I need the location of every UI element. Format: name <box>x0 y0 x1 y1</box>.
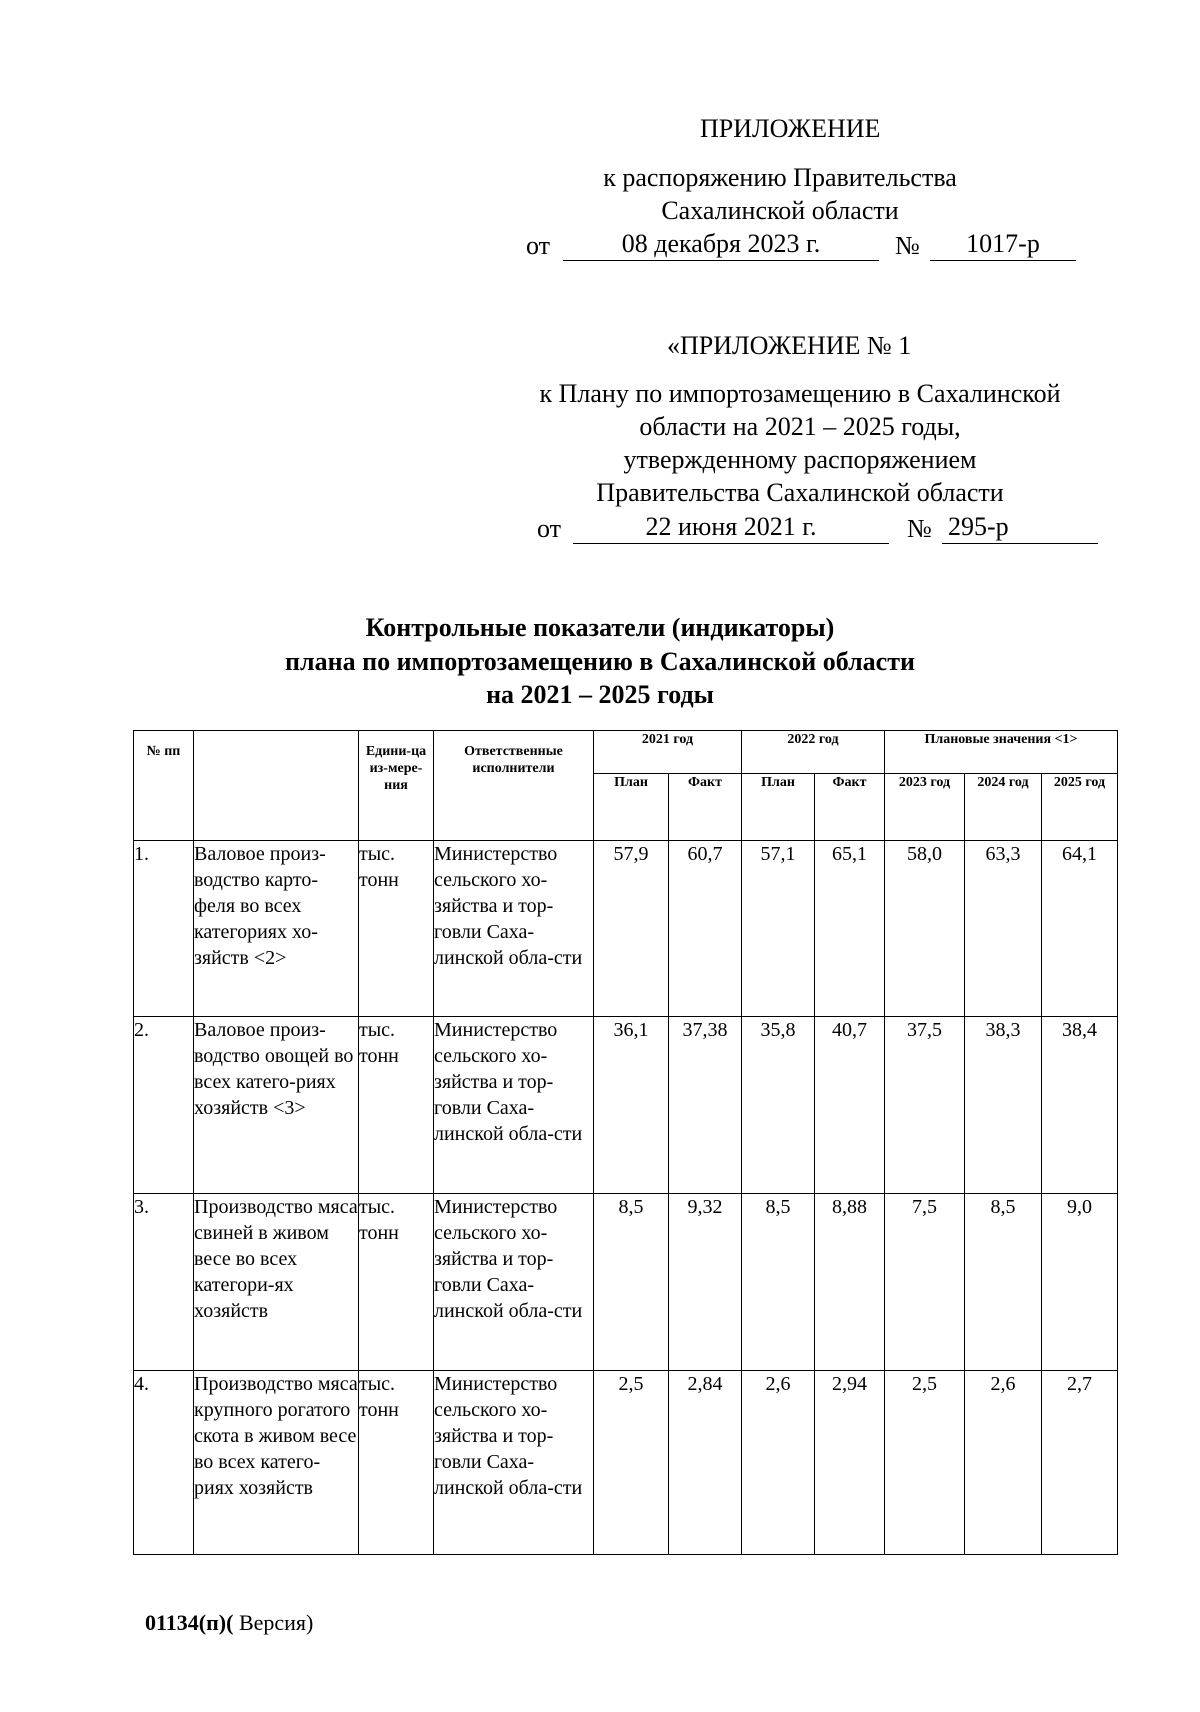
value-2023: 58,0 <box>885 841 965 1017</box>
responsible-cell: Министерство сельского хо-зяйства и тор-говли Саха-линской обла-сти <box>434 1194 594 1371</box>
document-code <box>145 1610 313 1636</box>
value-2022-plan: 35,8 <box>742 1017 815 1194</box>
value-2025: 2,7 <box>1042 1371 1118 1555</box>
plan-ref-line3: утвержденному распоряжением <box>623 445 977 474</box>
value-2022-fact: 2,94 <box>815 1371 885 1555</box>
doc-title-line3: на 2021 – 2025 годы <box>486 680 714 709</box>
value-2021-plan: 36,1 <box>594 1017 669 1194</box>
value-2021-fact: 9,32 <box>669 1194 742 1371</box>
number-label: № <box>895 231 920 260</box>
sub-appendix-heading: «ПРИЛОЖЕНИЕ № 1 <box>667 331 912 360</box>
value-2025: 9,0 <box>1042 1194 1118 1371</box>
plan-date: 22 июня 2021 г. <box>645 512 817 541</box>
value-2021-fact: 37,38 <box>669 1017 742 1194</box>
col-num-header: № пп <box>134 731 194 841</box>
order-ref-line2: Сахалинской области <box>661 196 899 225</box>
indicator-name: Валовое произ-водство овощей во всех катего-риях хозяйств <3> <box>194 1017 359 1194</box>
indicator-name: Валовое произ-водство карто-феля во всех категориях хо-зяйств <2> <box>194 841 359 1017</box>
plan-ref-line2: области на 2021 – 2025 годы, <box>639 412 961 441</box>
unit-cell: тыс. тонн <box>359 841 434 1017</box>
table-row <box>134 841 1118 1017</box>
col-2024-header: 2024 год <box>965 774 1042 841</box>
value-2021-plan: 57,9 <box>594 841 669 1017</box>
doc-title-line2: плана по импортозамещению в Сахалинской области <box>285 647 915 676</box>
value-2022-fact: 40,7 <box>815 1017 885 1194</box>
document-version: Версия) <box>233 1610 314 1635</box>
indicator-name: Производство мяса крупного рогатого скота в живом весе во всех катего-риях хозяйств <box>194 1371 359 1555</box>
order-date: 08 декабря 2023 г. <box>621 229 821 258</box>
value-2022-plan: 57,1 <box>742 841 815 1017</box>
col-2022-header: 2022 год <box>742 731 885 774</box>
table-row <box>134 1194 1118 1371</box>
responsible-cell: Министерство сельского хо-зяйства и тор-говли Саха-линской обла-сти <box>434 841 594 1017</box>
order-number: 1017-р <box>966 229 1040 258</box>
value-2021-plan: 2,5 <box>594 1371 669 1555</box>
value-2023: 37,5 <box>885 1017 965 1194</box>
value-2025: 64,1 <box>1042 841 1118 1017</box>
col-name-header <box>194 731 359 841</box>
sub-number-label: № <box>907 514 932 543</box>
col-unit-header: Едини-ца из-мере-ния <box>359 731 434 841</box>
responsible-cell: Министерство сельского хо-зяйства и тор-говли Саха-линской обла-сти <box>434 1017 594 1194</box>
order-ref-line1: к распоряжению Правительства <box>603 163 957 192</box>
indicators-table <box>133 730 1118 1555</box>
value-2021-fact: 2,84 <box>669 1371 742 1555</box>
sub-from-label: от <box>537 514 562 543</box>
value-2025: 38,4 <box>1042 1017 1118 1194</box>
doc-title-line1: Контрольные показатели (индикаторы) <box>365 613 835 642</box>
unit-cell: тыс. тонн <box>359 1371 434 1555</box>
value-2022-plan: 8,5 <box>742 1194 815 1371</box>
value-2024: 38,3 <box>965 1017 1042 1194</box>
row-index: 1. <box>134 841 194 1017</box>
col-resp-header: Ответственные исполнители <box>434 731 594 841</box>
document-code-number: 01134(п)( <box>145 1610 234 1635</box>
row-index: 3. <box>134 1194 194 1371</box>
table-row <box>134 1017 1118 1194</box>
plan-number: 295-р <box>948 512 1009 541</box>
value-2021-plan: 8,5 <box>594 1194 669 1371</box>
header-row-1 <box>134 731 1118 774</box>
value-2022-fact: 8,88 <box>815 1194 885 1371</box>
value-2024: 2,6 <box>965 1371 1042 1555</box>
row-index: 2. <box>134 1017 194 1194</box>
col-2021-header: 2021 год <box>594 731 742 774</box>
col-planned-header: Плановые значения <1> <box>885 731 1118 774</box>
table-row <box>134 1371 1118 1555</box>
value-2022-plan: 2,6 <box>742 1371 815 1555</box>
row-index: 4. <box>134 1371 194 1555</box>
col-2023-header: 2023 год <box>885 774 965 841</box>
value-2024: 63,3 <box>965 841 1042 1017</box>
responsible-cell: Министерство сельского хо-зяйства и тор-говли Саха-линской обла-сти <box>434 1371 594 1555</box>
value-2023: 2,5 <box>885 1371 965 1555</box>
unit-cell: тыс. тонн <box>359 1194 434 1371</box>
value-2024: 8,5 <box>965 1194 1042 1371</box>
value-2021-fact: 60,7 <box>669 841 742 1017</box>
col-2021-fact-header: Факт <box>669 774 742 841</box>
unit-cell: тыс. тонн <box>359 1017 434 1194</box>
plan-ref-line1: к Плану по импортозамещению в Сахалинской <box>539 379 1061 408</box>
indicator-name: Производство мяса свиней в живом весе во всех категори-ях хозяйств <box>194 1194 359 1371</box>
col-2022-plan-header: План <box>742 774 815 841</box>
value-2023: 7,5 <box>885 1194 965 1371</box>
from-label: от <box>526 231 551 260</box>
col-2025-header: 2025 год <box>1042 774 1118 841</box>
col-2021-plan-header: План <box>594 774 669 841</box>
plan-ref-line4: Правительства Сахалинской области <box>596 478 1004 507</box>
appendix-heading: ПРИЛОЖЕНИЕ <box>700 114 881 143</box>
value-2022-fact: 65,1 <box>815 841 885 1017</box>
col-2022-fact-header: Факт <box>815 774 885 841</box>
